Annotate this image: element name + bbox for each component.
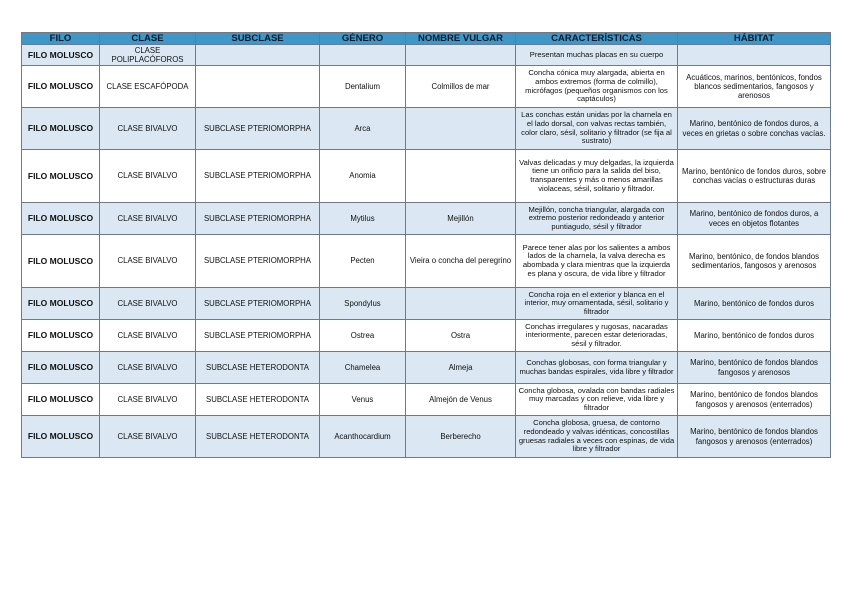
cell-genero: Anomia bbox=[320, 150, 406, 203]
cell-filo: FILO MOLUSCO bbox=[22, 203, 100, 235]
cell-clase: CLASE ESCAFÓPODA bbox=[100, 66, 196, 108]
cell-subclase: SUBCLASE PTERIOMORPHA bbox=[196, 320, 320, 352]
cell-habitat bbox=[678, 45, 831, 66]
cell-caracteristicas: Concha cónica muy alargada, abierta en ambos extremos (forma de colmillo), micrófagos (pequeños organismos con los captáculos) bbox=[516, 66, 678, 108]
mollusc-classification-table bbox=[21, 32, 831, 458]
cell-genero: Venus bbox=[320, 384, 406, 416]
cell-clase: CLASE POLIPLACÓFOROS bbox=[100, 45, 196, 66]
cell-nombre-vulgar: Almejón de Venus bbox=[406, 384, 516, 416]
cell-clase: CLASE BIVALVO bbox=[100, 150, 196, 203]
cell-habitat: Marino, bentónico de fondos duros bbox=[678, 320, 831, 352]
cell-nombre-vulgar bbox=[406, 150, 516, 203]
cell-caracteristicas: Concha globosa, gruesa, de contorno redondeado y valvas idénticas, concostillas gruesas radiales a veces con espinas, de vida libre y filtrador bbox=[516, 416, 678, 458]
cell-nombre-vulgar: Almeja bbox=[406, 352, 516, 384]
cell-habitat: Acuáticos, marinos, bentónicos, fondos blancos sedimentarios, fangosos y arenosos bbox=[678, 66, 831, 108]
header-caracteristicas: CARACTERÍSTICAS bbox=[516, 33, 678, 45]
cell-nombre-vulgar: Mejillón bbox=[406, 203, 516, 235]
cell-clase: CLASE BIVALVO bbox=[100, 235, 196, 288]
cell-habitat: Marino, bentónico de fondos duros, a veces en grietas o sobre conchas vacías. bbox=[678, 108, 831, 150]
cell-genero bbox=[320, 45, 406, 66]
cell-genero: Acanthocardium bbox=[320, 416, 406, 458]
cell-genero: Arca bbox=[320, 108, 406, 150]
cell-filo: FILO MOLUSCO bbox=[22, 235, 100, 288]
cell-filo: FILO MOLUSCO bbox=[22, 352, 100, 384]
cell-subclase: SUBCLASE HETERODONTA bbox=[196, 352, 320, 384]
cell-caracteristicas: Conchas globosas, con forma triangular y muchas bandas espirales, vida libre y filtrador bbox=[516, 352, 678, 384]
cell-filo: FILO MOLUSCO bbox=[22, 45, 100, 66]
cell-subclase: SUBCLASE PTERIOMORPHA bbox=[196, 235, 320, 288]
cell-filo: FILO MOLUSCO bbox=[22, 66, 100, 108]
cell-subclase: SUBCLASE HETERODONTA bbox=[196, 384, 320, 416]
cell-filo: FILO MOLUSCO bbox=[22, 288, 100, 320]
cell-subclase: SUBCLASE HETERODONTA bbox=[196, 416, 320, 458]
cell-nombre-vulgar bbox=[406, 288, 516, 320]
cell-genero: Spondylus bbox=[320, 288, 406, 320]
cell-caracteristicas: Valvas delicadas y muy delgadas, la izquierda tiene un orificio para la salida del biso, transparentes y más o menos amarillas violaceas, sésil, solitario y filtrador. bbox=[516, 150, 678, 203]
table-row bbox=[22, 384, 831, 416]
cell-subclase: SUBCLASE PTERIOMORPHA bbox=[196, 288, 320, 320]
cell-subclase bbox=[196, 45, 320, 66]
table-row bbox=[22, 352, 831, 384]
cell-subclase: SUBCLASE PTERIOMORPHA bbox=[196, 150, 320, 203]
cell-filo: FILO MOLUSCO bbox=[22, 416, 100, 458]
cell-subclase bbox=[196, 66, 320, 108]
table-row bbox=[22, 320, 831, 352]
header-subclase: SUBCLASE bbox=[196, 33, 320, 45]
cell-caracteristicas: Conchas irregulares y rugosas, nacaradas interiormente, parecen estar deterioradas, sésil y filtrador. bbox=[516, 320, 678, 352]
cell-clase: CLASE BIVALVO bbox=[100, 352, 196, 384]
table-row bbox=[22, 203, 831, 235]
cell-genero: Ostrea bbox=[320, 320, 406, 352]
cell-caracteristicas: Concha globosa, ovalada con bandas radiales muy marcadas y con relieve, vida libre y filtrador bbox=[516, 384, 678, 416]
cell-clase: CLASE BIVALVO bbox=[100, 416, 196, 458]
header-nombre-vulgar: NOMBRE VULGAR bbox=[406, 33, 516, 45]
cell-clase: CLASE BIVALVO bbox=[100, 108, 196, 150]
cell-genero: Dentalium bbox=[320, 66, 406, 108]
table-row bbox=[22, 45, 831, 66]
table-row bbox=[22, 288, 831, 320]
cell-subclase: SUBCLASE PTERIOMORPHA bbox=[196, 203, 320, 235]
table-row bbox=[22, 235, 831, 288]
cell-caracteristicas: Las conchas están unidas por la charnela en el lado dorsal, con valvas rectas también, color claro, sésil, solitario y filtrador (se fija al sustrato) bbox=[516, 108, 678, 150]
cell-nombre-vulgar bbox=[406, 45, 516, 66]
cell-clase: CLASE BIVALVO bbox=[100, 384, 196, 416]
cell-nombre-vulgar: Ostra bbox=[406, 320, 516, 352]
cell-clase: CLASE BIVALVO bbox=[100, 288, 196, 320]
cell-habitat: Marino, bentónico de fondos duros, sobre conchas vacías o estructuras duras bbox=[678, 150, 831, 203]
cell-clase: CLASE BIVALVO bbox=[100, 203, 196, 235]
cell-habitat: Marino, bentónico, de fondos blandos sedimentarios, fangosos y arenosos bbox=[678, 235, 831, 288]
table-row bbox=[22, 416, 831, 458]
cell-nombre-vulgar bbox=[406, 108, 516, 150]
header-row bbox=[22, 33, 831, 45]
table-row bbox=[22, 150, 831, 203]
cell-genero: Chamelea bbox=[320, 352, 406, 384]
cell-nombre-vulgar: Colmillos de mar bbox=[406, 66, 516, 108]
header-filo: FILO bbox=[22, 33, 100, 45]
header-clase: CLASE bbox=[100, 33, 196, 45]
cell-caracteristicas: Parece tener alas por los salientes a ambos lados de la charnela, la valva derecha es abombada y clara mientras que la izquierda es plana y oscura, de vida libre y filtrador bbox=[516, 235, 678, 288]
cell-caracteristicas: Mejillón, concha triangular, alargada con extremo posterior redondeado y anterior puntiagudo, sésil y filtrador bbox=[516, 203, 678, 235]
cell-genero: Mytilus bbox=[320, 203, 406, 235]
table-row bbox=[22, 108, 831, 150]
header-habitat: HÁBITAT bbox=[678, 33, 831, 45]
cell-clase: CLASE BIVALVO bbox=[100, 320, 196, 352]
cell-habitat: Marino, bentónico de fondos blandos fangosos y arenosos (enterrados) bbox=[678, 384, 831, 416]
table-row bbox=[22, 66, 831, 108]
cell-filo: FILO MOLUSCO bbox=[22, 384, 100, 416]
cell-caracteristicas: Concha roja en el exterior y blanca en el interior, muy ornamentada, sésil, solitario y filtrador bbox=[516, 288, 678, 320]
cell-habitat: Marino, bentónico de fondos blandos fangosos y arenosos (enterrados) bbox=[678, 416, 831, 458]
cell-habitat: Marino, bentónico de fondos blandos fangosos y arenosos bbox=[678, 352, 831, 384]
cell-filo: FILO MOLUSCO bbox=[22, 320, 100, 352]
cell-filo: FILO MOLUSCO bbox=[22, 108, 100, 150]
cell-nombre-vulgar: Berberecho bbox=[406, 416, 516, 458]
cell-habitat: Marino, bentónico de fondos duros bbox=[678, 288, 831, 320]
cell-habitat: Marino, bentónico de fondos duros, a veces en objetos flotantes bbox=[678, 203, 831, 235]
cell-genero: Pecten bbox=[320, 235, 406, 288]
cell-nombre-vulgar: Vieira o concha del peregrino bbox=[406, 235, 516, 288]
header-genero: GÉNERO bbox=[320, 33, 406, 45]
cell-filo: FILO MOLUSCO bbox=[22, 150, 100, 203]
cell-caracteristicas: Presentan muchas placas en su cuerpo bbox=[516, 45, 678, 66]
cell-subclase: SUBCLASE PTERIOMORPHA bbox=[196, 108, 320, 150]
